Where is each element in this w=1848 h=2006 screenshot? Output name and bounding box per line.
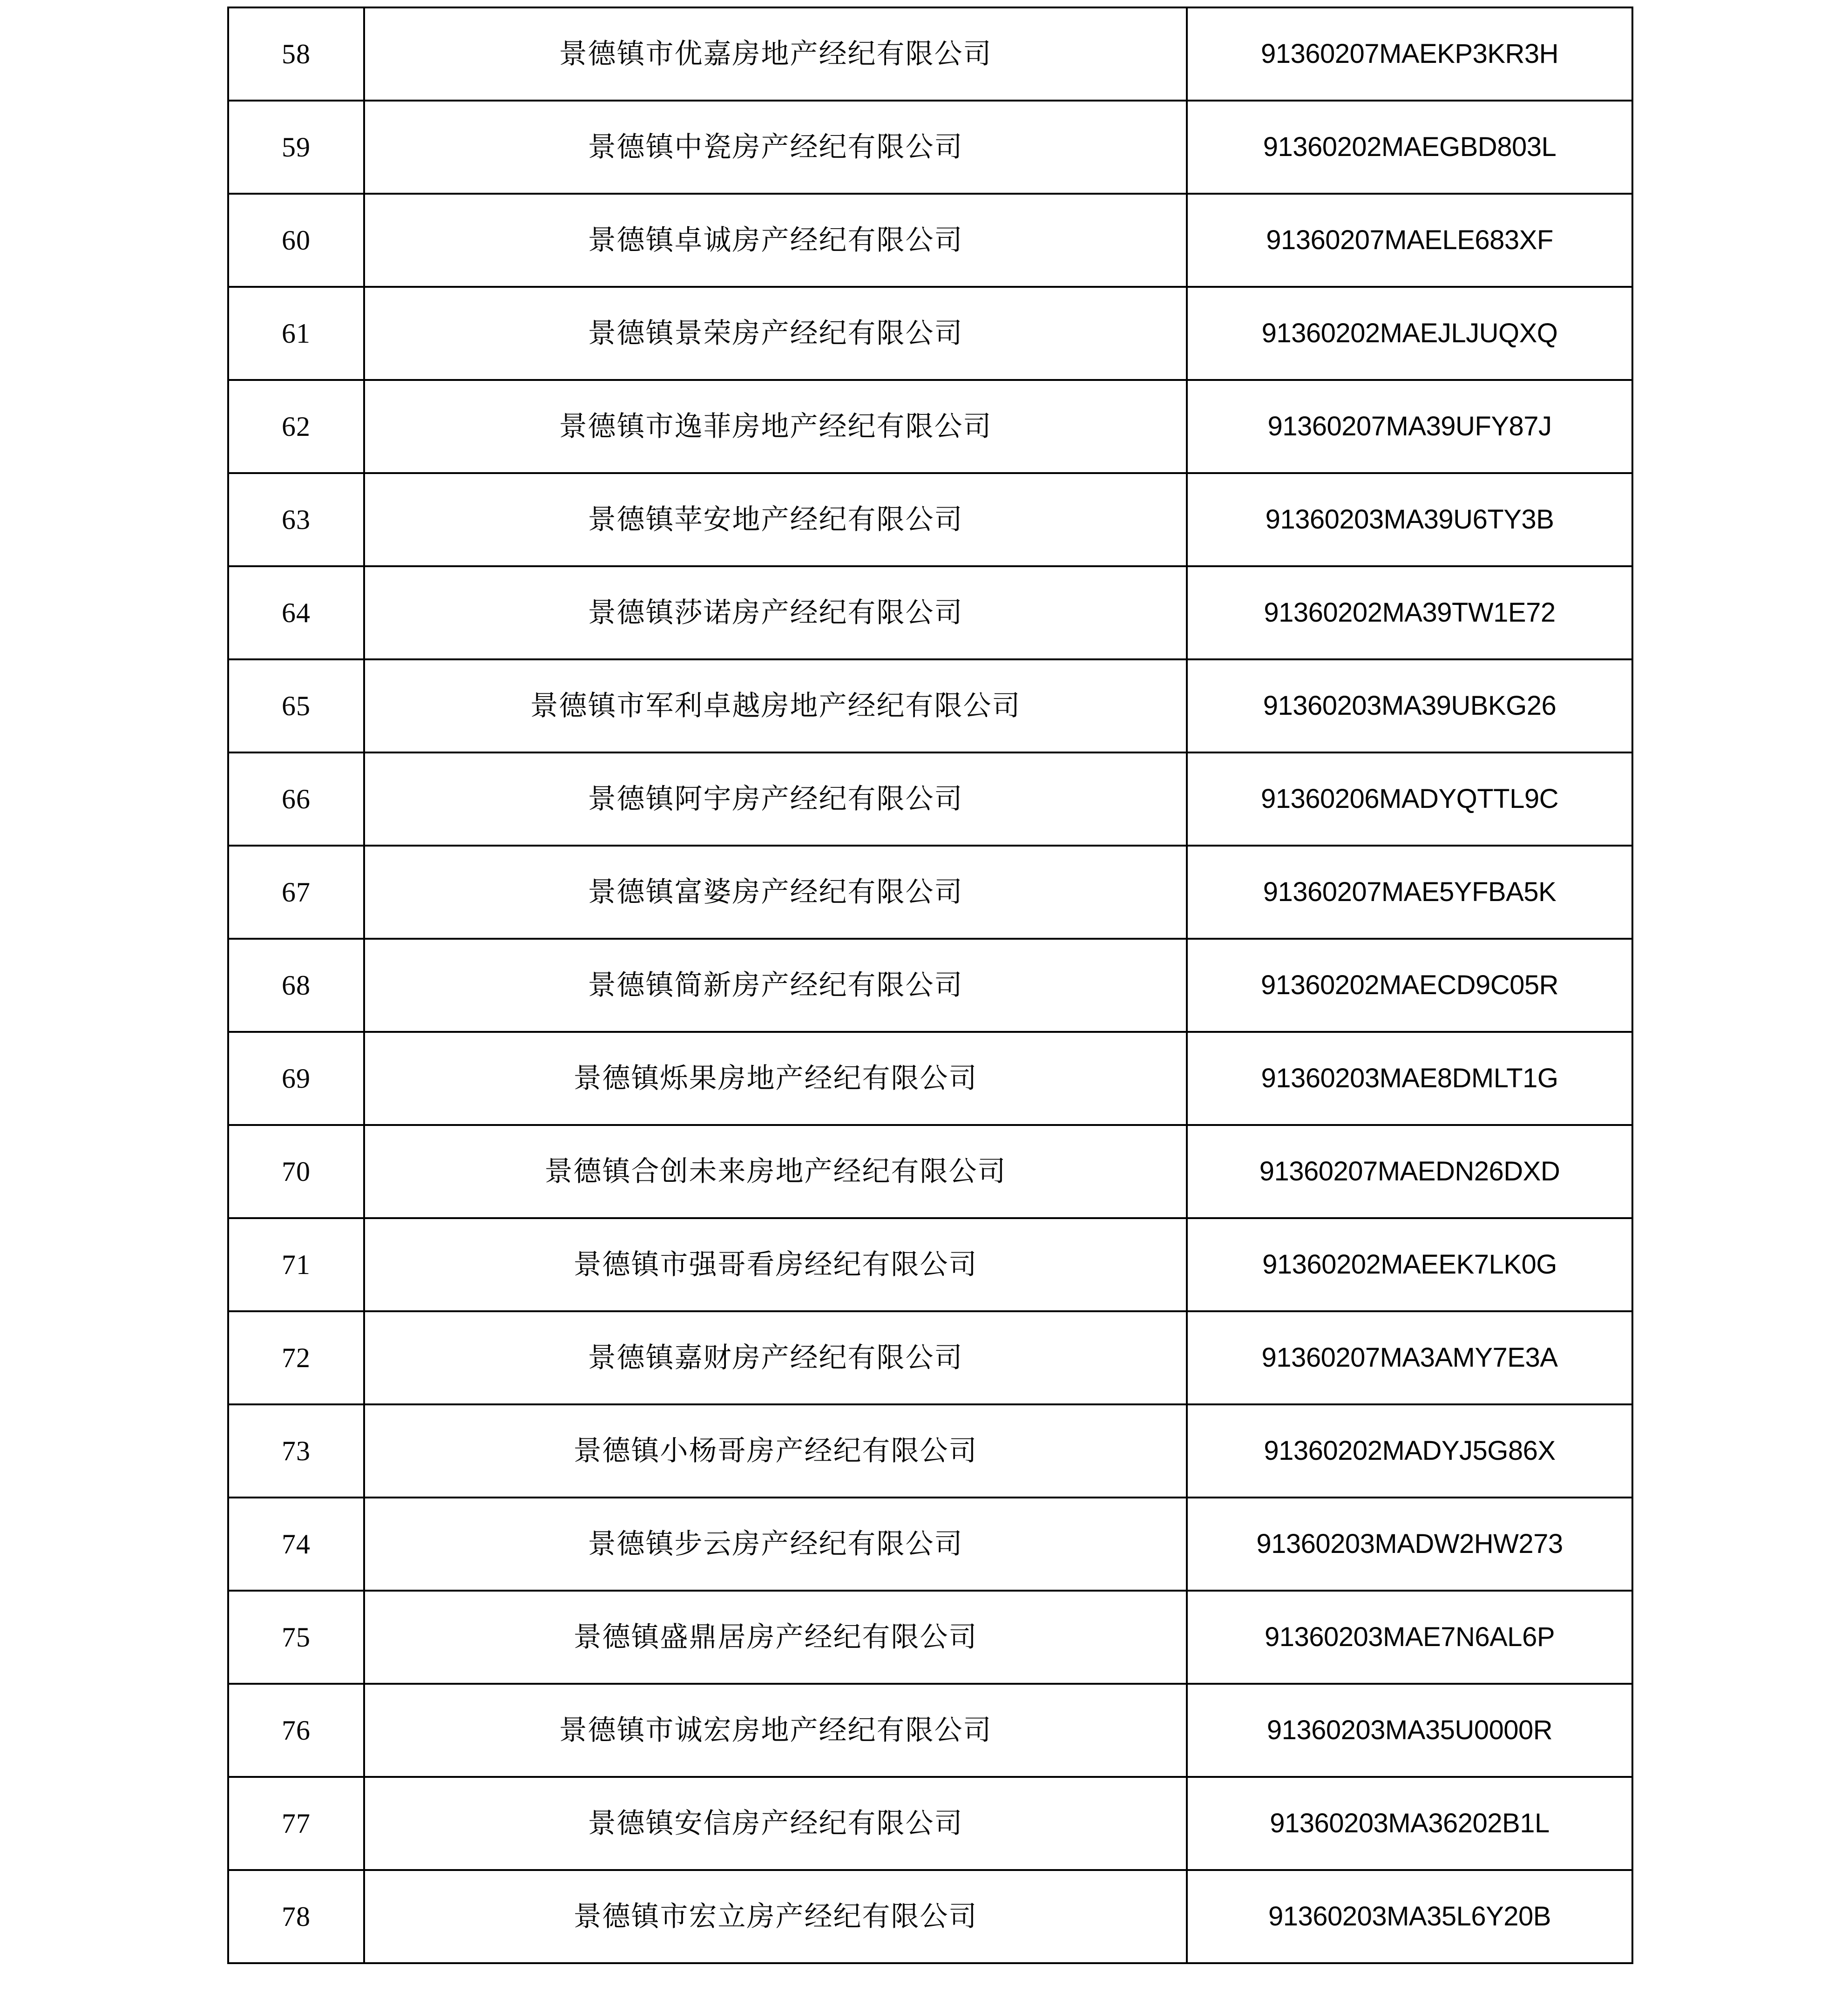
credit-code-cell: 91360203MA35L6Y20B: [1187, 1870, 1632, 1963]
row-index-cell: 73: [228, 1404, 364, 1498]
credit-code-cell: 91360202MADYJ5G86X: [1187, 1404, 1632, 1498]
table-row: [228, 7, 1632, 101]
credit-code-cell: 91360207MAE5YFBA5K: [1187, 846, 1632, 939]
row-index-cell: 72: [228, 1311, 364, 1404]
company-name-cell: 景德镇富婆房产经纪有限公司: [364, 846, 1187, 939]
credit-code-cell: 91360207MAELE683XF: [1187, 194, 1632, 287]
credit-code-cell: 91360203MADW2HW273: [1187, 1498, 1632, 1591]
table-row: [228, 1125, 1632, 1218]
row-index-cell: 77: [228, 1777, 364, 1870]
company-name-cell: 景德镇景荣房产经纪有限公司: [364, 287, 1187, 380]
credit-code-cell: 91360202MAECD9C05R: [1187, 939, 1632, 1032]
row-index-cell: 60: [228, 194, 364, 287]
credit-code-cell: 91360202MAEGBD803L: [1187, 101, 1632, 194]
table-row: [228, 1870, 1632, 1963]
row-index-cell: 65: [228, 659, 364, 752]
credit-code-cell: 91360206MADYQTTL9C: [1187, 752, 1632, 846]
row-index-cell: 75: [228, 1591, 364, 1684]
credit-code-cell: 91360207MAEKP3KR3H: [1187, 7, 1632, 101]
row-index-cell: 74: [228, 1498, 364, 1591]
row-index-cell: 61: [228, 287, 364, 380]
row-index-cell: 58: [228, 7, 364, 101]
table-row: [228, 1311, 1632, 1404]
company-name-cell: 景德镇中瓷房产经纪有限公司: [364, 101, 1187, 194]
registry-table-container: [227, 7, 1631, 1964]
table-row: [228, 287, 1632, 380]
row-index-cell: 59: [228, 101, 364, 194]
company-name-cell: 景德镇盛鼎居房产经纪有限公司: [364, 1591, 1187, 1684]
table-row: [228, 1777, 1632, 1870]
credit-code-cell: 91360202MAEJLJUQXQ: [1187, 287, 1632, 380]
row-index-cell: 71: [228, 1218, 364, 1311]
row-index-cell: 76: [228, 1684, 364, 1777]
credit-code-cell: 91360203MAE7N6AL6P: [1187, 1591, 1632, 1684]
row-index-cell: 69: [228, 1032, 364, 1125]
table-row: [228, 1404, 1632, 1498]
credit-code-cell: 91360207MAEDN26DXD: [1187, 1125, 1632, 1218]
row-index-cell: 66: [228, 752, 364, 846]
company-name-cell: 景德镇市强哥看房经纪有限公司: [364, 1218, 1187, 1311]
credit-code-cell: 91360207MA3AMY7E3A: [1187, 1311, 1632, 1404]
credit-code-cell: 91360202MAEEK7LK0G: [1187, 1218, 1632, 1311]
company-name-cell: 景德镇苹安地产经纪有限公司: [364, 473, 1187, 566]
company-name-cell: 景德镇卓诚房产经纪有限公司: [364, 194, 1187, 287]
table-row: [228, 380, 1632, 473]
company-name-cell: 景德镇小杨哥房产经纪有限公司: [364, 1404, 1187, 1498]
table-row: [228, 1498, 1632, 1591]
registry-table: [227, 7, 1633, 1964]
table-row: [228, 659, 1632, 752]
row-index-cell: 70: [228, 1125, 364, 1218]
company-name-cell: 景德镇嘉财房产经纪有限公司: [364, 1311, 1187, 1404]
company-name-cell: 景德镇烁果房地产经纪有限公司: [364, 1032, 1187, 1125]
credit-code-cell: 91360203MAE8DMLT1G: [1187, 1032, 1632, 1125]
company-name-cell: 景德镇市逸菲房地产经纪有限公司: [364, 380, 1187, 473]
company-name-cell: 景德镇安信房产经纪有限公司: [364, 1777, 1187, 1870]
row-index-cell: 78: [228, 1870, 364, 1963]
company-name-cell: 景德镇合创未来房地产经纪有限公司: [364, 1125, 1187, 1218]
company-name-cell: 景德镇莎诺房产经纪有限公司: [364, 566, 1187, 659]
table-row: [228, 101, 1632, 194]
row-index-cell: 63: [228, 473, 364, 566]
table-row: [228, 1032, 1632, 1125]
credit-code-cell: 91360207MA39UFY87J: [1187, 380, 1632, 473]
table-row: [228, 939, 1632, 1032]
registry-table-body: [228, 7, 1632, 1963]
credit-code-cell: 91360203MA39UBKG26: [1187, 659, 1632, 752]
row-index-cell: 67: [228, 846, 364, 939]
table-row: [228, 473, 1632, 566]
table-row: [228, 1218, 1632, 1311]
company-name-cell: 景德镇市优嘉房地产经纪有限公司: [364, 7, 1187, 101]
credit-code-cell: 91360203MA35U0000R: [1187, 1684, 1632, 1777]
company-name-cell: 景德镇简新房产经纪有限公司: [364, 939, 1187, 1032]
table-row: [228, 194, 1632, 287]
table-row: [228, 752, 1632, 846]
credit-code-cell: 91360203MA39U6TY3B: [1187, 473, 1632, 566]
row-index-cell: 64: [228, 566, 364, 659]
credit-code-cell: 91360203MA36202B1L: [1187, 1777, 1632, 1870]
company-name-cell: 景德镇市宏立房产经纪有限公司: [364, 1870, 1187, 1963]
table-row: [228, 846, 1632, 939]
credit-code-cell: 91360202MA39TW1E72: [1187, 566, 1632, 659]
table-row: [228, 566, 1632, 659]
company-name-cell: 景德镇步云房产经纪有限公司: [364, 1498, 1187, 1591]
company-name-cell: 景德镇市军利卓越房地产经纪有限公司: [364, 659, 1187, 752]
row-index-cell: 62: [228, 380, 364, 473]
company-name-cell: 景德镇市诚宏房地产经纪有限公司: [364, 1684, 1187, 1777]
company-name-cell: 景德镇阿宇房产经纪有限公司: [364, 752, 1187, 846]
row-index-cell: 68: [228, 939, 364, 1032]
table-row: [228, 1591, 1632, 1684]
table-row: [228, 1684, 1632, 1777]
